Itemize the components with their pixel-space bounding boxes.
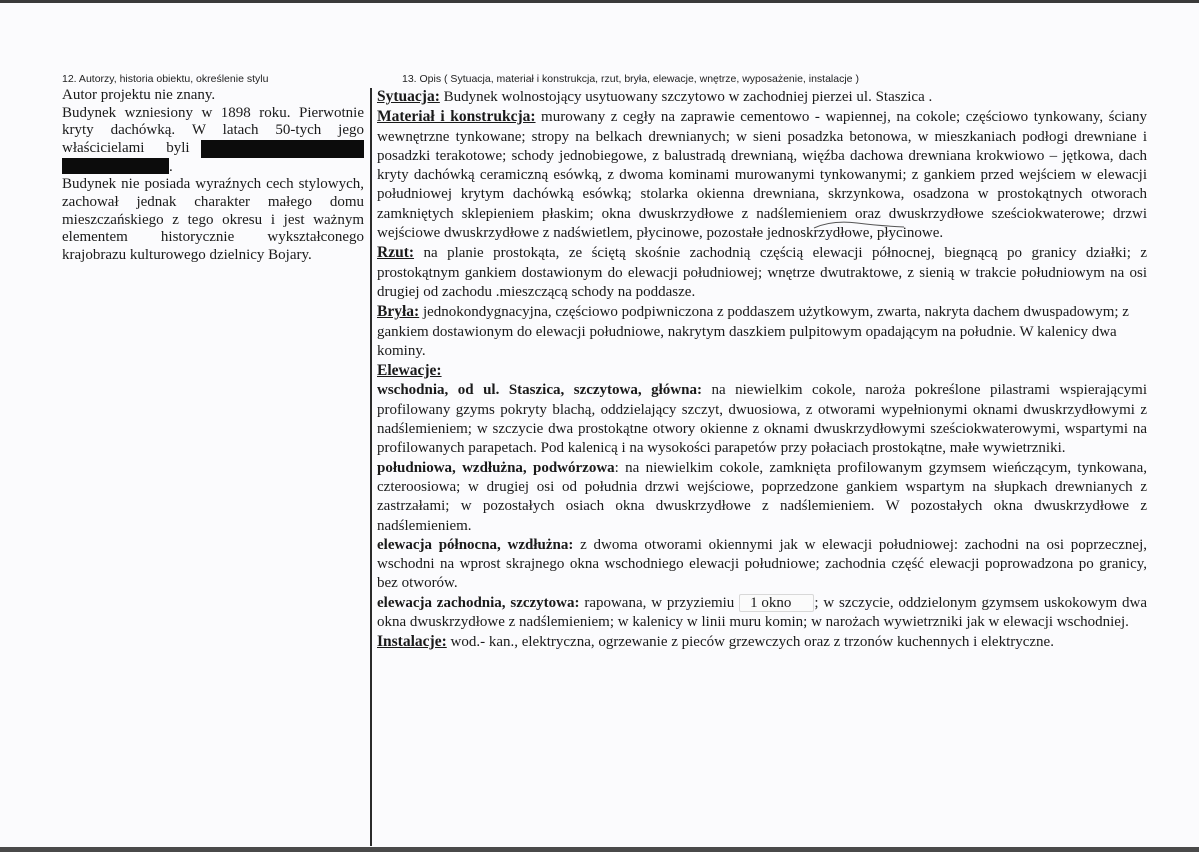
elewacje-label: Elewacje: <box>377 362 442 380</box>
instalacje-text: wod.- kan., elektryczna, ogrzewanie z pieców grzewczych oraz z trzonów kuchennych i elektryczne. <box>446 634 1054 651</box>
column-divider <box>370 88 372 846</box>
history-line-1: Budynek wzniesiony w 1898 roku. Pierwotnie <box>62 104 364 121</box>
zachodnia-text-before: rapowana, w przyziemiu <box>579 594 740 611</box>
history-line-3 <box>62 140 364 158</box>
history-line-2: kryty dachówką. W latach 50-tych jego <box>62 122 364 139</box>
sytuacja-text: Budynek wolnostojący usytuowany szczytowo w zachodniej pierzei ul. Staszica . <box>439 89 933 105</box>
rzut-label: Rzut: <box>377 244 415 262</box>
section-13-body <box>377 87 1147 653</box>
poludniowa-text: : na niewielkim cokole, zamknięta profilowanym gzymsem wieńczącym, tynkowana, czteroosiowa; w drugiej osi od południa drzwi wejściowe, poprzedzone gankiem wspartym na słupkach drewnianych z zastrzałami; w pozostałych osiach okna dwuskrzydłowe z nadślemieniem. W pozostałych okna dwuskrzydłowe z nadślemieniem. <box>377 459 1148 534</box>
scan-edge-bottom <box>0 847 1199 852</box>
zachodnia-label: elewacja zachodnia, szczytowa: <box>377 594 580 611</box>
instalacje-label: Instalacje: <box>377 633 447 651</box>
history-owners-text: właścicielami byli <box>62 139 190 156</box>
poludniowa-paragraph <box>377 459 1147 536</box>
instalacje-paragraph <box>377 632 1147 652</box>
section-13-header: 13. Opis ( Sytuacja, materiał i konstrukcja, rzut, bryła, elewacje, wnętrze, wyposażenie, instalacje ) <box>402 73 859 85</box>
redacted-block <box>201 140 364 158</box>
bryla-paragraph <box>377 302 1147 361</box>
rzut-text: na planie prostokąta, ze ściętą skośnie zachodnią częścią elewacji północnej, biegnącą po granicy działki; z prostokątnym gankiem dostawionym do elewacji południowej; wnętrze dwutraktowe, z sienią w trakcie południowym na osi drugiej od zachodu .mieszczącą schody na poddasze. <box>377 245 1147 300</box>
section-12-header: 12. Autorzy, historia obiektu, określenie stylu <box>62 73 269 85</box>
polnocna-paragraph <box>377 536 1147 594</box>
poludniowa-label: południowa, wzdłużna, podwórzowa <box>377 459 615 476</box>
zachodnia-text-after: ; w szczycie, oddzielonym gzymsem uskokowym dwa okna dwuskrzydłowe z nadślemieniem; w kalenicy w linii muru komin; w narożach wywietrzniki jak w elewacji wschodniej. <box>377 594 1147 631</box>
material-text: murowany z cegły na zaprawie cementowo - wapiennej, na cokole; częściowo tynkowany, ściany wewnętrzne tynkowane; stropy na belkach drewnianych; w sieni posadzka betonowa, w mieszkaniach podłogi drewniane i posadzki terakotowe; schody jednobiegowe, z balustradą drewnianą, więźba dachowa drewniana krokwiowo – jętkowa, dach kryty dachówką ceramiczną esówką, z dwoma kominami murowanymi tynkowanymi; z gankiem przed wejściem w elewacji południowej krytym dachówką esówką; stolarka okienna drewniana, skrzynkowa, osadzona w prostokątnych otworach zamkniętych sklepieniem płaskim; okna dwuskrzydłowe z nadślemieniem oraz dwuskrzydłowe sześciokwaterowe; drzwi wejściowe dwuskrzydłowe z nadświetlem, płycinowe, pozostałe jednoskrzydłowe, płycinowe. <box>377 109 1147 242</box>
handwritten-squiggle-mark <box>812 218 907 232</box>
section-12-body <box>62 87 364 264</box>
wschodnia-paragraph <box>377 381 1147 458</box>
okno-field: 1 okno <box>739 594 814 612</box>
style-text: Budynek nie posiada wyraźnych cech stylowych, zachował jednak charakter małego domu mieszczańskiego z tego okresu i jest ważnym elementem historycznie wykształconego krajobrazu kulturowego dzielnicy Bojary. <box>62 176 364 263</box>
material-label: Materiał i konstrukcja: <box>377 108 536 126</box>
wschodnia-text: na niewielkim cokole, naroża pokreślone pilastrami wspierającymi profilowany gzyms pokryty blachą, oddzielający szczyt, dwuosiowa, z otworami wypełnionymi oknami dwuskrzydłowymi z nadślemieniem; w szczycie dwa prostokątne otwory okienne z oknami dwuskrzydłowymi sześciokwaterowymi, wspartymi na profilowanych parapetach. Pod kalenicą i na wysokości parapetów przy połaciach prostokątne, małe wywietrzniki. <box>377 382 1147 457</box>
elewacje-heading <box>377 361 1147 381</box>
scan-edge-top <box>0 0 1199 3</box>
sytuacja-label: Sytuacja: <box>377 88 440 105</box>
redacted-block <box>62 158 169 174</box>
bryla-label: Bryła: <box>377 303 420 321</box>
history-line-4 <box>62 158 364 177</box>
zachodnia-paragraph <box>377 594 1147 633</box>
wschodnia-label: wschodnia, od ul. Staszica, szczytowa, główna: <box>377 382 702 399</box>
sytuacja-paragraph <box>377 87 1147 107</box>
rzut-paragraph <box>377 243 1147 302</box>
history-end-text: . <box>169 158 173 175</box>
author-text: Autor projektu nie znany. <box>62 87 216 103</box>
polnocna-text: z dwoma otworami okiennymi jak w elewacji południowej: zachodni na osi poprzecznej, wschodni na wprost skrajnego okna wschodniego elewacji południowe; zachodnia część elewacji poprowadzona po granicy, bez otworów. <box>377 536 1147 592</box>
bryla-text: jednokondygnacyjna, częściowo podpiwniczona z poddaszem użytkowym, zwarta, nakryta dachem dwuspadowym; z gankiem dostawionym do elewacji południowe, nakrytym daszkiem pulpitowym opadającym na południe. W kalenicy dwa kominy. <box>377 304 1129 359</box>
polnocna-label: elewacja północna, wzdłużna: <box>377 536 574 553</box>
material-paragraph <box>377 107 1147 243</box>
